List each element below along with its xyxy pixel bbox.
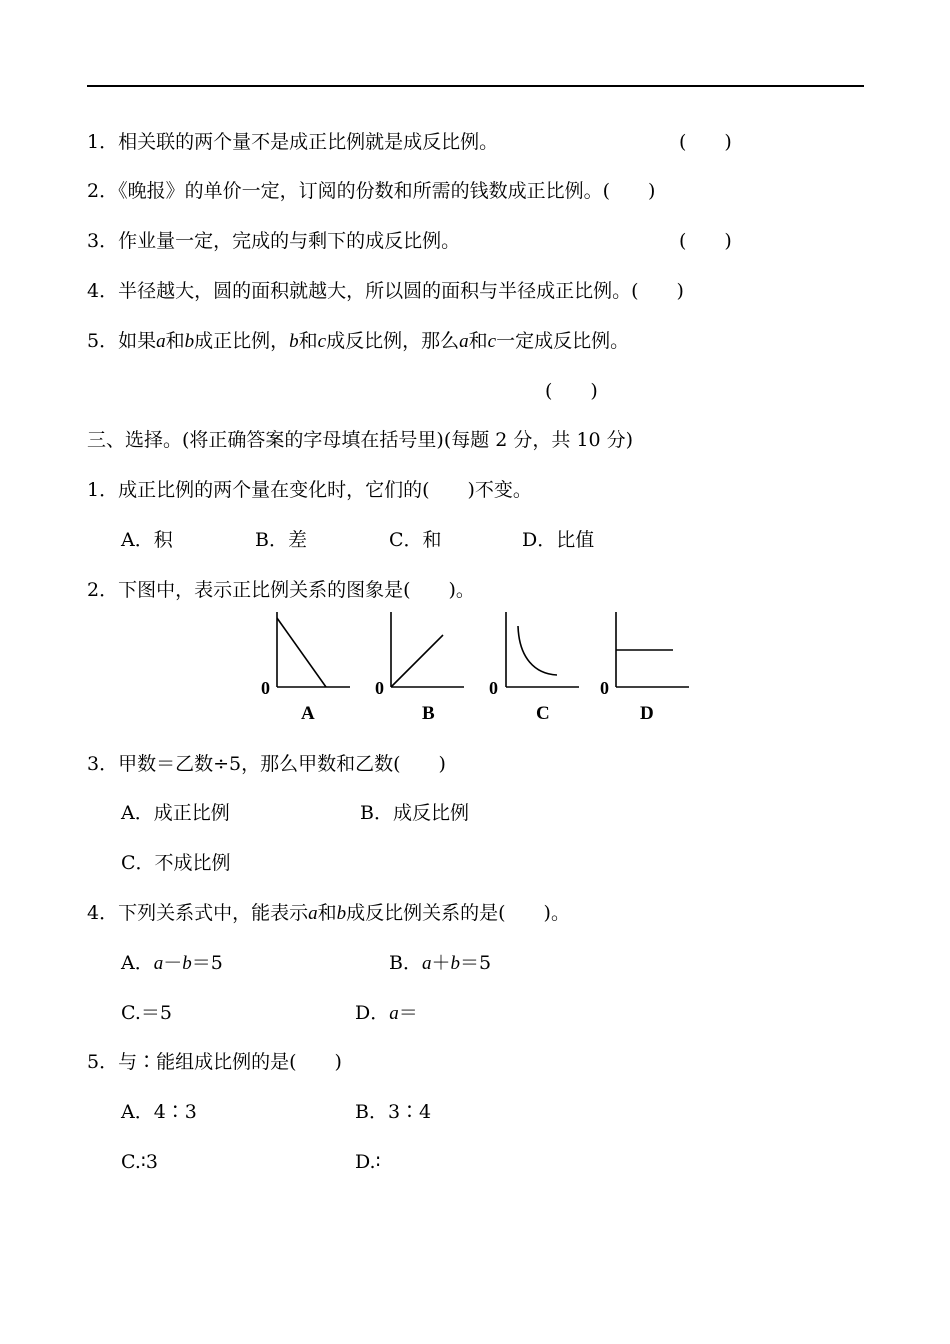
question-4	[87, 899, 570, 928]
q3-option-b[interactable]: B．成反比例	[360, 802, 469, 824]
option-rest: ＝5	[140, 1002, 172, 1024]
question-number: 3．	[87, 753, 119, 775]
option-prefix: D．	[355, 1002, 390, 1024]
question-stem: 甲数＝乙数÷5，那么甲数和乙数( )	[118, 753, 446, 775]
question-1	[87, 476, 532, 504]
item-text: 成反比例，那么	[326, 330, 460, 352]
q1-option-a[interactable]: A．积	[121, 529, 173, 551]
var-a: a	[156, 331, 166, 352]
item-text: 相关联的两个量不是成正比例就是成反比例。	[118, 131, 499, 153]
question-2	[87, 576, 475, 604]
hyperbola-curve	[518, 626, 557, 675]
option-rest: ＝5	[191, 952, 223, 974]
item-text: 如果	[118, 330, 157, 352]
origin-label: 0	[600, 678, 609, 698]
q5-option-d[interactable]: D.∶	[355, 1151, 381, 1173]
origin-label: 0	[261, 678, 270, 698]
q5-option-c[interactable]: C.∶3	[121, 1151, 158, 1173]
question-stem: 下图中，表示正比例关系的图象是( )。	[118, 579, 475, 601]
top-rule	[87, 85, 864, 87]
var-c: c	[317, 331, 327, 352]
judge-item-2	[87, 177, 655, 205]
answer-paren-2[interactable]: ( )	[602, 180, 656, 202]
graph-a[interactable]	[276, 612, 352, 690]
question-3	[87, 750, 446, 778]
q3-option-a[interactable]: A．成正比例	[121, 802, 230, 824]
var-b: b	[336, 903, 347, 924]
origin-label: 0	[489, 678, 498, 698]
option-prefix: A．	[121, 952, 154, 974]
judge-item-3	[87, 227, 460, 255]
graph-c[interactable]	[505, 612, 581, 690]
section-heading: 三、选择。(将正确答案的字母填在括号里)(每题 2 分，共 10 分)	[87, 429, 634, 451]
var-a: a	[421, 953, 432, 974]
q1-option-c[interactable]: C．和	[389, 529, 442, 551]
var-c: c	[487, 331, 497, 352]
option-rest: ＝	[398, 1002, 418, 1024]
judge-item-4	[87, 277, 684, 305]
judge-item-1	[87, 128, 498, 156]
q5-option-a[interactable]: A．4∶3	[121, 1101, 197, 1123]
q4-option-a[interactable]	[121, 949, 223, 978]
q3-option-c[interactable]: C．不成比例	[121, 852, 231, 874]
item-number: 3．	[87, 230, 119, 252]
q5-option-b[interactable]: B．3∶4	[355, 1101, 432, 1123]
graph-b[interactable]	[390, 612, 466, 690]
answer-paren-3[interactable]: ( )	[679, 230, 732, 252]
var-a: a	[308, 903, 318, 924]
var-b: b	[450, 953, 460, 974]
var-b: b	[182, 953, 192, 974]
item-text: 一定成反比例。	[496, 330, 630, 352]
decreasing-line	[277, 618, 326, 687]
item-number: 5．	[87, 330, 119, 352]
graph-label-b: B	[422, 703, 435, 724]
q1-option-b[interactable]: B．差	[255, 529, 307, 551]
q4-option-b[interactable]	[389, 949, 491, 978]
var-a: a	[459, 331, 469, 352]
var-b: b	[184, 331, 195, 352]
graph-c-plot	[505, 612, 581, 690]
item-text: 和	[468, 330, 488, 352]
item-text: 和	[298, 330, 318, 352]
item-text: 《晚报》的单价一定，订阅的份数和所需的钱数成正比例。	[118, 180, 603, 202]
judge-item-5	[87, 327, 629, 356]
graph-d-plot	[615, 612, 691, 690]
option-prefix: C.	[121, 1002, 141, 1024]
item-number: 4．	[87, 280, 119, 302]
q1-option-d[interactable]: D．比值	[522, 529, 595, 551]
graph-d[interactable]	[615, 612, 691, 690]
answer-paren-4[interactable]: ( )	[631, 280, 684, 302]
operator: －	[163, 952, 183, 974]
var-a: a	[389, 1003, 399, 1024]
question-stem: 与∶能组成比例的是( )	[118, 1051, 342, 1073]
item-text: 和	[165, 330, 185, 352]
question-stem: 下列关系式中，能表示	[118, 902, 309, 924]
var-a: a	[153, 953, 164, 974]
q4-option-c[interactable]	[121, 999, 172, 1027]
question-number: 1．	[87, 479, 119, 501]
item-text: 作业量一定，完成的与剩下的成反比例。	[118, 230, 461, 252]
option-prefix: B．	[389, 952, 422, 974]
var-b: b	[289, 331, 299, 352]
question-number: 4．	[87, 902, 119, 924]
question-stem: 成反比例关系的是( )。	[346, 902, 570, 924]
item-text: 成正比例，	[194, 330, 290, 352]
answer-paren-1[interactable]: ( )	[679, 131, 732, 153]
question-stem: 和	[317, 902, 337, 924]
question-number: 5．	[87, 1051, 119, 1073]
question-stem: 成正比例的两个量在变化时，它们的( )不变。	[118, 479, 532, 501]
operator: ＋	[431, 952, 451, 974]
option-rest: ＝5	[459, 952, 492, 974]
graph-label-a: A	[301, 703, 315, 724]
increasing-line	[391, 635, 443, 687]
origin-label: 0	[375, 678, 384, 698]
item-text: 半径越大，圆的面积就越大，所以圆的面积与半径成正比例。	[118, 280, 632, 302]
q4-option-d[interactable]	[355, 999, 418, 1028]
graph-b-plot	[390, 612, 466, 690]
graph-label-d: D	[640, 703, 654, 724]
graph-label-c: C	[536, 703, 550, 724]
graph-a-plot	[276, 612, 352, 690]
item-number: 2．	[87, 180, 119, 202]
question-number: 2．	[87, 579, 119, 601]
answer-paren-5[interactable]: ( )	[545, 380, 598, 402]
question-5	[87, 1048, 342, 1076]
item-number: 1．	[87, 131, 119, 153]
